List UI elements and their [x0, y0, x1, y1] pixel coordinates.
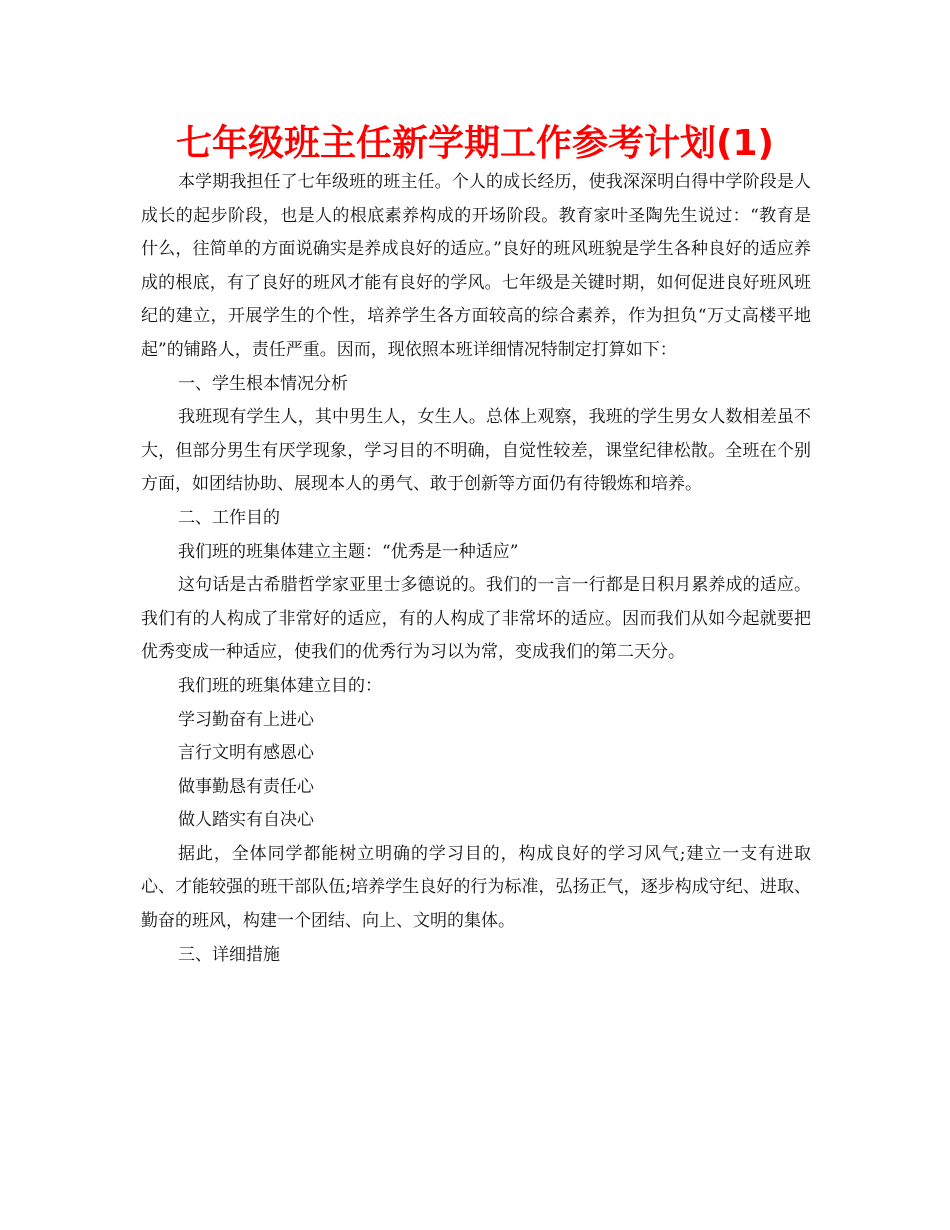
section-heading-work-goals: 二、工作目的: [178, 507, 280, 528]
document-title: 七年级班主任新学期工作参考计划(1): [176, 123, 774, 164]
paragraph-intro: 本学期我担任了七年级班的班主任。个人的成长经历，使我深深明白得中学阶段是人成长的起步阶段，也是人的根底素养构成的开场阶段。教育家叶圣陶先生说过：“教育是什么，往简单的方面说确实是养成良好的适应。”良好的班风班貌是学生各种良好的适应养成的根底，有了良好的班风才能有良好的学风。七年级是关键时期，如何促进良好班风班纪的建立，开展学生的个性，培养学生各方面较高的综合素养，作为担负“万丈高楼平地起”的铺路人，责任严重。因而，现依照本班详细情况特制定打算如下：: [141, 172, 811, 360]
list-item-goal: 做人踏实有自决心: [178, 810, 314, 831]
document-body: [141, 166, 811, 972]
paragraph-class-goals-intro: 我们班的班集体建立目的：: [178, 675, 382, 696]
paragraph-class-theme: 我们班的班集体建立主题：“优秀是一种适应”: [178, 541, 519, 562]
list-item-goal: 言行文明有感恩心: [178, 743, 314, 764]
section-heading-measures: 三、详细措施: [178, 944, 280, 965]
list-item-goal: 做事勤恳有责任心: [178, 776, 314, 797]
paragraph-student-analysis: 我班现有学生人，其中男生人，女生人。总体上观察，我班的学生男女人数相差虽不大，但部分男生有厌学现象，学习目的不明确，自觉性较差，课堂纪律松散。全班在个别方面，如团结协助、展现本人的勇气、敢于创新等方面仍有待锻炼和培养。: [141, 407, 811, 495]
paragraph-summary: 据此，全体同学都能树立明确的学习目的，构成良好的学习风气;建立一支有进取心、才能较强的班干部队伍;培养学生良好的行为标准，弘扬正气，逐步构成守纪、进取、勤奋的班风，构建一个团结、向上、文明的集体。: [141, 843, 811, 932]
paragraph-theme-explanation: 这句话是古希腊哲学家亚里士多德说的。我们的一言一行都是日积月累养成的适应。我们有的人构成了非常好的适应，有的人构成了非常坏的适应。因而我们从如今起就要把优秀变成一种适应，使我们的优秀行为习以为常，变成我们的第二天分。: [141, 575, 811, 663]
list-item-goal: 学习勤奋有上进心: [178, 709, 314, 730]
section-heading-student-analysis: 一、学生根本情况分析: [178, 373, 348, 394]
